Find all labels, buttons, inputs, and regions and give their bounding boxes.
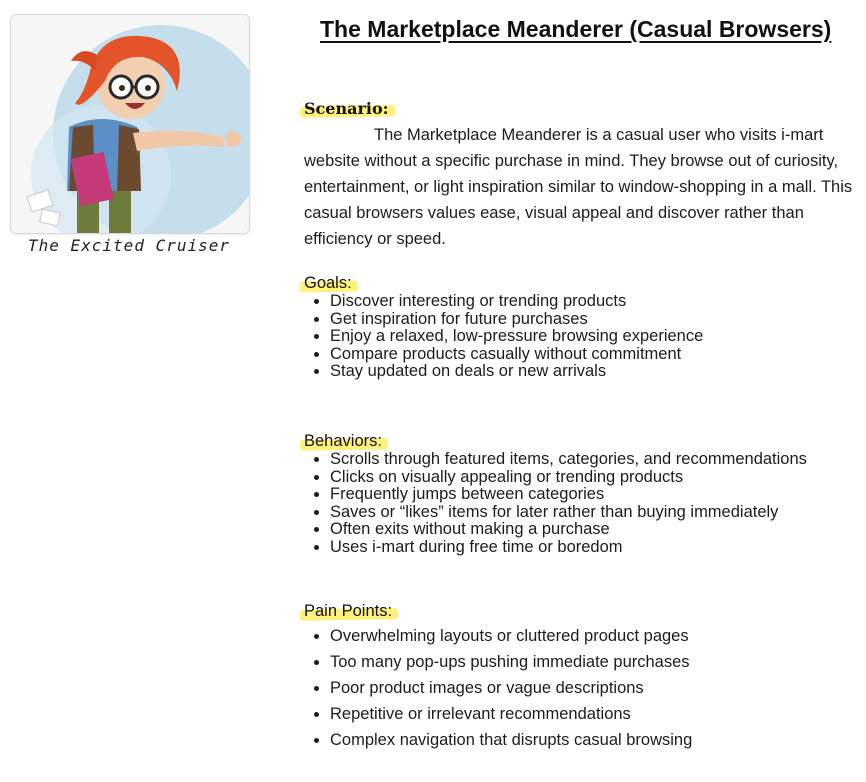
goals-heading	[304, 274, 352, 293]
persona-portrait	[10, 14, 250, 234]
scenario-heading-text: Scenario:	[304, 99, 389, 118]
list-item: • Scrolls through featured items, categories, and recommendations	[330, 451, 862, 469]
scenario-body: The Marketplace Meanderer is a casual user who visits i-mart website without a specific purchase in mind. They browse out of curiosity, entertainment, or light inspiration similar to window-shopping in a mall. This casual browsers values ease, visual appeal and discover rather than efficiency or speed.	[304, 126, 853, 248]
list-item: • Discover interesting or trending products	[330, 293, 862, 311]
pain-points-heading-text: Pain Points:	[304, 602, 393, 620]
list-item: • Uses i-mart during free time or boredom	[330, 539, 862, 557]
pain-points-heading	[304, 602, 392, 621]
list-item: • Compare products casually without commitment	[330, 346, 862, 364]
goals-list	[304, 293, 862, 381]
behaviors-heading-text: Behaviors:	[304, 432, 382, 450]
list-item: • Often exits without making a purchase	[330, 521, 862, 539]
scenario-heading	[304, 99, 389, 118]
list-item: • Stay updated on deals or new arrivals	[330, 363, 862, 381]
list-item: • Get inspiration for future purchases	[330, 311, 862, 329]
persona-caption: The Excited Cruiser	[27, 236, 231, 255]
list-item: • Complex navigation that disrupts casual browsing	[330, 727, 862, 753]
list-item: • Clicks on visually appealing or trending products	[330, 469, 862, 487]
behaviors-heading	[304, 432, 382, 451]
persona-illustration	[11, 15, 249, 233]
list-item: • Poor product images or vague descriptions	[330, 675, 862, 701]
scenario-text	[304, 122, 860, 252]
pain-points-list	[304, 623, 862, 753]
page-title: The Marketplace Meanderer (Casual Browsers)	[320, 16, 832, 42]
behaviors-list	[304, 451, 862, 556]
list-item: • Repetitive or irrelevant recommendations	[330, 701, 862, 727]
list-item: • Overwhelming layouts or cluttered product pages	[330, 623, 862, 649]
list-item: • Too many pop-ups pushing immediate purchases	[330, 649, 862, 675]
list-item: • Frequently jumps between categories	[330, 486, 862, 504]
goals-heading-text: Goals:	[304, 274, 352, 292]
list-item: • Saves or “likes” items for later rather than buying immediately	[330, 504, 862, 522]
list-item: • Enjoy a relaxed, low-pressure browsing experience	[330, 328, 862, 346]
